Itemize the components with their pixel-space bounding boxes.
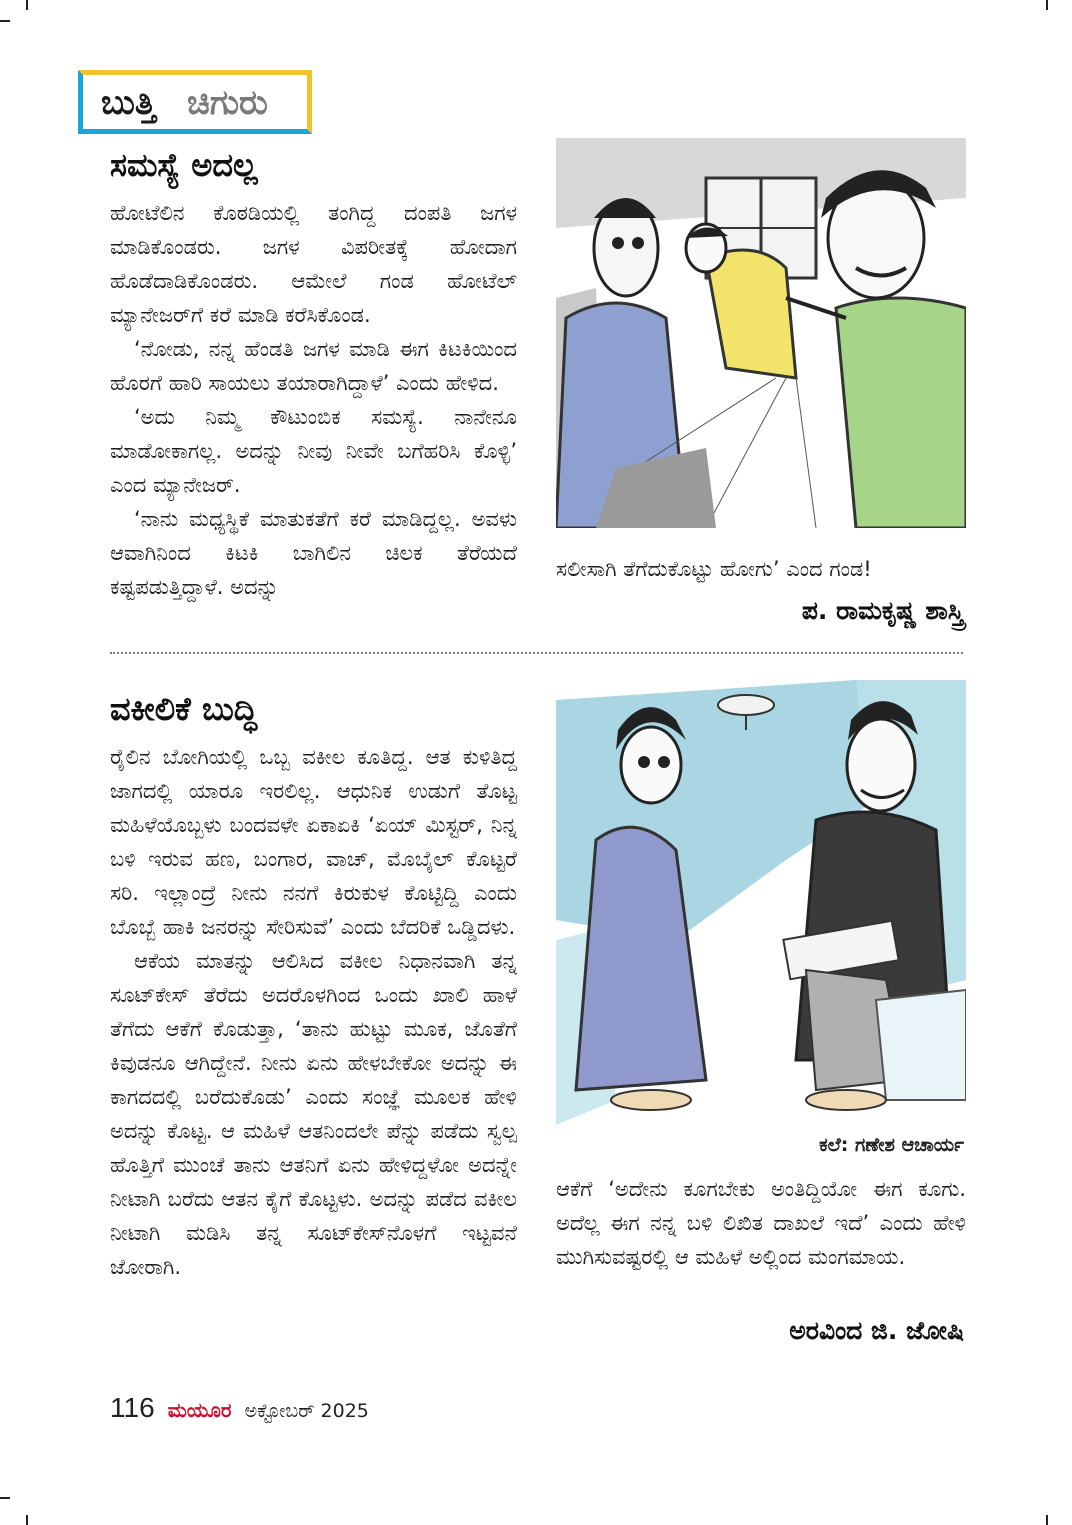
crop-mark <box>26 0 28 10</box>
crop-mark <box>1046 1515 1048 1525</box>
section-badge <box>78 70 312 134</box>
story1-para: ‘ಅದು ನಿಮ್ಮ ಕೌಟುಂಬಿಕ ಸಮಸ್ಯೆ. ನಾನೇನೂ ಮಾಡೋಕಾಗಲ್ಲ. ಅದನ್ನು ನೀವು ನೀವೇ ಬಗೆಹರಿಸಿ ಕೊಳ್ಳಿ’ ಎಂದ ಮ್ಯಾನೇಜರ್. <box>110 405 517 497</box>
story2-author: ಅರವಿಂದ ಜಿ. ಜೋಷಿ <box>789 1316 964 1345</box>
story1-continuation: ಸಲೀಸಾಗಿ ತೆಗೆದುಕೊಟ್ಟು ಹೋಗು’ ಎಂದ ಗಂಡ! <box>556 557 872 581</box>
crop-mark <box>0 1497 10 1499</box>
cartoon-hotel-room <box>556 138 966 528</box>
story2-continuation: ಆಕೆಗೆ ‘ಅದೇನು ಕೂಗಬೇಕು ಅಂತಿದ್ದಿಯೋ ಈಗ ಕೂಗು. ಅದೆಲ್ಲ ಈಗ ನನ್ನ ಬಳಿ ಲಿಖಿತ ದಾಖಲೆ ಇದೆ’ ಎಂದು ಹೇಳಿ ಮುಗಿಸುವಷ್ಟರಲ್ಲಿ ಆ ಮಹಿಳೆ ಅಲ್ಲಿಂದ ಮಂಗಮಾಯ. <box>556 1177 966 1269</box>
crop-mark <box>26 1515 28 1525</box>
story2-para: ಆಕೆಯ ಮಾತನ್ನು ಆಲಿಸಿದ ವಕೀಲ ನಿಧಾನವಾಗಿ ತನ್ನ ಸೂಟ್‌ಕೇಸ್ ತೆರೆದು ಅದರೊಳಗಿಂದ ಒಂದು ಖಾಲಿ ಹಾಳೆ ತೆಗೆದು ಆಕೆಗೆ ಕೊಡುತ್ತಾ, ‘ತಾನು ಹುಟ್ಟು ಮೂಕ, ಜೊತೆಗೆ ಕಿವುಡನೂ ಆಗಿದ್ದೇನೆ. ನೀನು ಏನು ಹೇಳಬೇಕೋ ಅದನ್ನು ಈ ಕಾಗದದಲ್ಲಿ ಬರೆದುಕೊಡು’ ಎಂದು ಸಂಜ್ಞೆ ಮೂಲಕ ಹೇಳಿ ಅದನ್ನು ಕೊಟ್ಟ. ಆ ಮಹಿಳೆ ಆತನಿಂದಲೇ ಪೆನ್ನು ಪಡೆದು ಸ್ವಲ್ಪ ಹೊತ್ತಿಗೆ ಮುಂಚೆ ತಾನು ಆತನಿಗೆ ಏನು ಹೇಳಿದ್ದಳೋ ಅದನ್ನೇ ನೀಟಾಗಿ ಬರೆದು ಆತನ ಕೈಗೆ ಕೊಟ್ಟಳು. ಅದನ್ನು ಪಡೆದ ವಕೀಲ ನೀಟಾಗಿ ಮಡಿಸಿ ತನ್ನ ಸೂಟ್‌ಕೇಸ್‌ನೊಳಗೆ ಇಟ್ಟವನೆ ಜೋರಾಗಿ. <box>110 949 517 1279</box>
story1-para: ‘ನಾನು ಮಧ್ಯಸ್ಥಿಕೆ ಮಾತುಕತೆಗೆ ಕರೆ ಮಾಡಿದ್ದಲ್ಲ. ಅವಳು ಆವಾಗಿನಿಂದ ಕಿಟಕಿ ಬಾಗಿಲಿನ ಚಿಲಕ ತೆರೆಯದೆ ಕಷ್ಟಪಡುತ್ತಿದ್ದಾಳೆ. ಅದನ್ನು <box>110 507 517 599</box>
issue-date: ಅಕ್ಟೋಬರ್ 2025 <box>244 1400 369 1422</box>
illustration-credit: ಕಲೆ: ಗಣೇಶ ಆಚಾರ್ಯ <box>819 1134 964 1156</box>
story1-para: ‘ನೋಡು, ನನ್ನ ಹೆಂಡತಿ ಜಗಳ ಮಾಡಿ ಈಗ ಕಿಟಕಿಯಿಂದ ಹೊರಗೆ ಹಾರಿ ಸಾಯಲು ತಯಾರಾಗಿದ್ದಾಳೆ’ ಎಂದು ಹೇಳಿದ. <box>110 337 517 395</box>
story1-author: ಪ. ರಾಮಕೃಷ್ಣ ಶಾಸ್ತ್ರಿ <box>801 596 964 625</box>
story2-body <box>110 740 517 1284</box>
story2-title: ವಕೀಲಿಕೆ ಬುದ್ಧಿ <box>110 690 258 728</box>
section-word-1: ಬುತ್ತಿ <box>101 83 156 123</box>
story1-body <box>110 196 517 604</box>
page-number: 116 <box>110 1392 155 1423</box>
story1-illustration <box>556 138 966 528</box>
story2-para: ರೈಲಿನ ಬೋಗಿಯಲ್ಲಿ ಒಬ್ಬ ವಕೀಲ ಕೂತಿದ್ದ. ಆತ ಕುಳಿತಿದ್ದ ಜಾಗದಲ್ಲಿ ಯಾರೂ ಇರಲಿಲ್ಲ. ಆಧುನಿಕ ಉಡುಗೆ ತೊಟ್ಟ ಮಹಿಳೆಯೊಬ್ಬಳು ಬಂದವಳೇ ಏಕಾಏಕಿ ‘ಏಯ್ ಮಿಸ್ಟರ್, ನಿನ್ನ ಬಳಿ ಇರುವ ಹಣ, ಬಂಗಾರ, ವಾಚ್, ಮೊಬೈಲ್ ಕೊಟ್ಟರೆ ಸರಿ. ಇಲ್ಲಾಂದ್ರೆ ನೀನು ನನಗೆ ಕಿರುಕುಳ ಕೊಟ್ಟಿದ್ದಿ ಎಂದು ಬೊಬ್ಬೆ ಹಾಕಿ ಜನರನ್ನು ಸೇರಿಸುವೆ’ ಎಂದು ಬೆದರಿಕೆ ಒಡ್ಡಿದಳು. <box>110 745 517 939</box>
story1-title: ಸಮಸ್ಯೆ ಅದಲ್ಲ <box>110 146 258 184</box>
section-word-2: ಚಿಗುರು <box>187 83 268 123</box>
story1-para: ಹೋಟೆಲಿನ ಕೊಠಡಿಯಲ್ಲಿ ತಂಗಿದ್ದ ದಂಪತಿ ಜಗಳ ಮಾಡಿಕೊಂಡರು. ಜಗಳ ವಿಪರೀತಕ್ಕೆ ಹೋದಾಗ ಹೊಡೆದಾಡಿಕೊಂಡರು. ಆಮೇಲೆ ಗಂಡ ಹೋಟೆಲ್ ಮ್ಯಾನೇಜರ್‌ಗೆ ಕರೆ ಮಾಡಿ ಕರೆಸಿಕೊಂಡ. <box>110 201 517 327</box>
magazine-logo: ಮಯೂರ <box>167 1398 232 1422</box>
story2-illustration <box>556 680 966 1125</box>
page-footer <box>110 1392 369 1424</box>
crop-mark <box>1046 0 1048 10</box>
cartoon-train-compartment <box>556 680 966 1125</box>
story-divider <box>110 652 963 654</box>
crop-mark <box>0 20 10 22</box>
